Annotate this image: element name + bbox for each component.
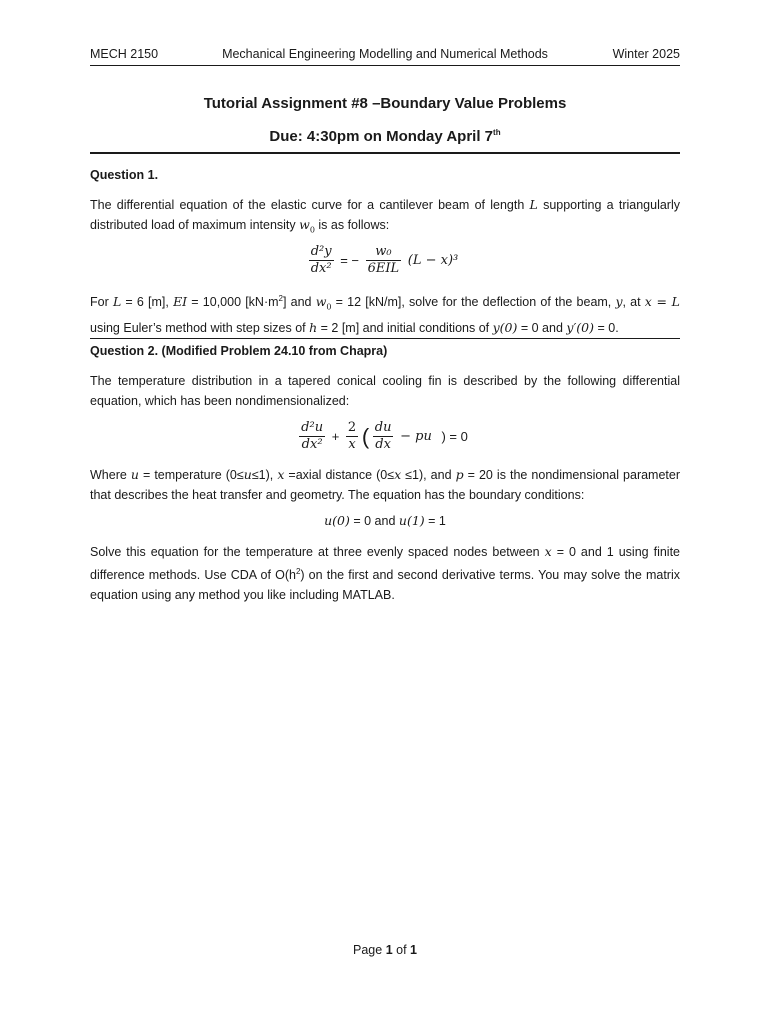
question-2-intro: The temperature distribution in a tapered conical cooling fin is described by the following differential equation, which has been nondimensionalized: <box>90 374 680 408</box>
page-header <box>90 47 680 66</box>
due-date: Due: 4:30pm on Monday April 7th <box>269 128 501 145</box>
question-1-equation: $\frac{\text{d²y}}{\text{dx²}}$ = − $\frac{\text{w₀}}{\text{6EIL}}$ (L − x)³ <box>310 244 459 276</box>
question-1-body: For L = 6 [m], EI = 10,000 $[kN\cdot m^2]$ and $w_0 = 12$ [kN/m], solve for the deflection of the beam, y, at x = L using Euler’s method with step sizes of h = 2 [m] and initial conditions of y(0) = 0 and y′(0) = 0. <box>90 294 680 335</box>
question-2-definitions: Where u = temperature (0≤u≤1), x =axial distance (0≤x ≤1), and p = 20 is the nondimensional parameter that describes the heat transfer and geometry. The equation has the boundary conditions: <box>90 467 681 502</box>
question-1-intro: The differential equation of the elastic curve for a cantilever beam of length L supporting a triangularly distributed load of maximum intensity $w_0$ is as follows: <box>90 197 680 235</box>
assignment-title: Tutorial Assignment #8 –Boundary Value Problems <box>203 95 567 112</box>
question-1-heading: Question 1. <box>90 168 159 182</box>
page-footer: Page 1 of 1 <box>353 943 417 957</box>
question-2-instructions: Solve this equation for the temperature at three evenly spaced nodes between x = 0 and 1 using finite difference methods. Use CDA of $O(h^2)$ on the first and second derivative terms. You may solve the matrix equation using any method you like including MATLAB. <box>90 544 681 603</box>
course-code: MECH 2150 <box>90 47 159 61</box>
boundary-conditions: u(0) = 0 and u(1) = 1 <box>324 513 446 528</box>
course-title: Mechanical Engineering Modelling and Numerical Methods <box>222 47 548 61</box>
question-2-heading: Question 2. (Modified Problem 24.10 from Chapra) <box>90 344 388 358</box>
title-divider <box>90 152 680 154</box>
term: Winter 2025 <box>612 47 680 61</box>
document-page <box>90 0 680 1024</box>
question-2-equation: $\frac{\text{d²u}}{\text{dx²}}$ + $\frac{2}{x}$ ( $\frac{du}{dx}$ − pu ) = 0 <box>301 420 468 452</box>
question-divider <box>90 338 680 339</box>
